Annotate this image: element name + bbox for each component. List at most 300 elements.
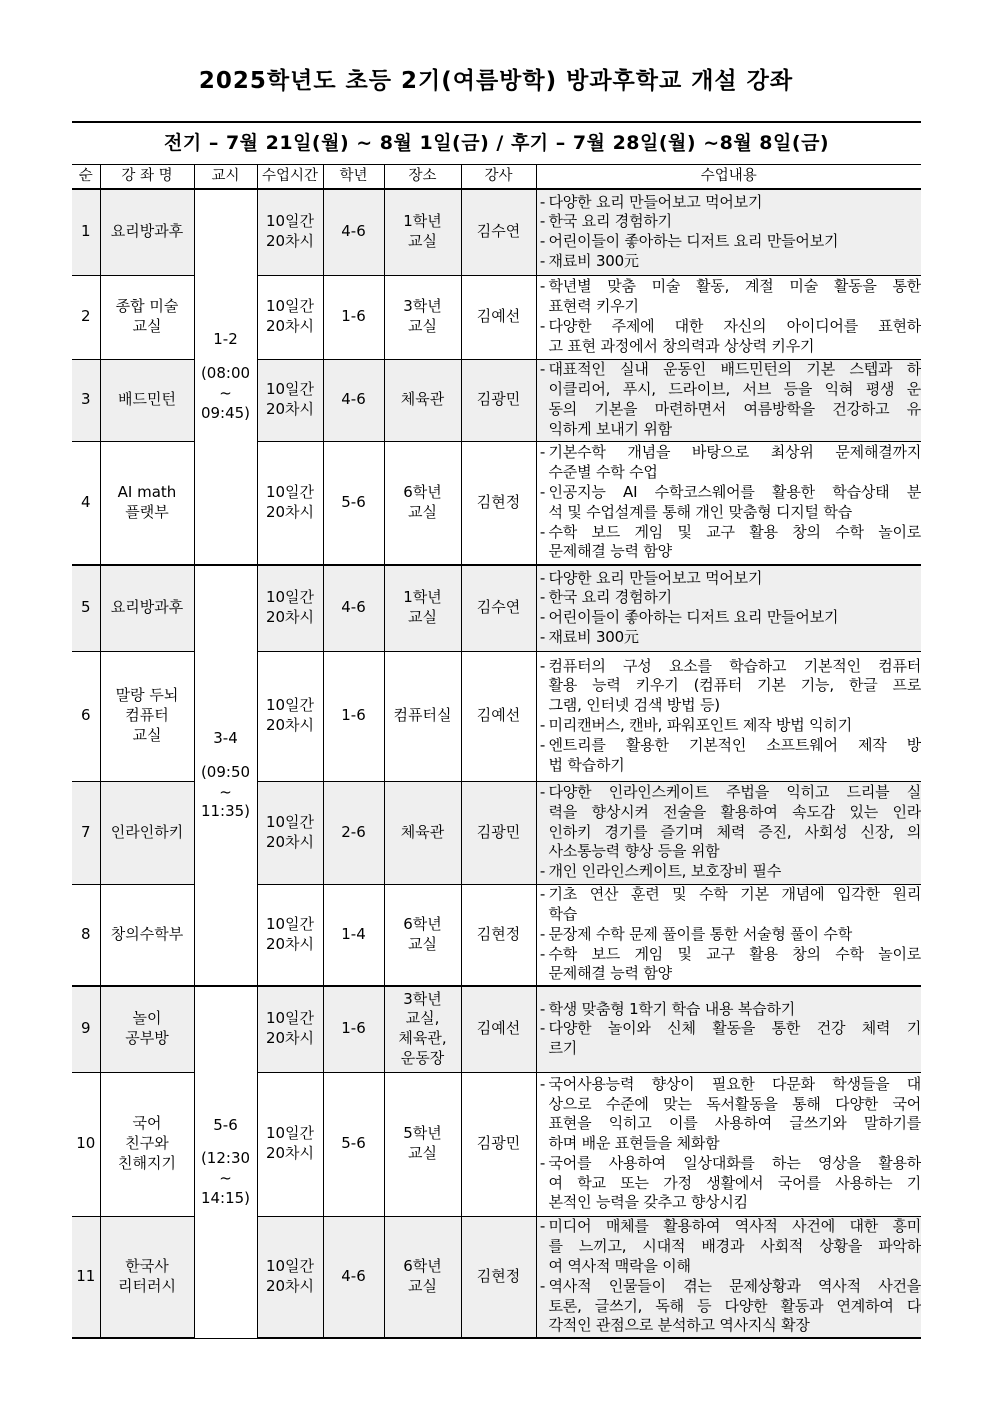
bullet-dash <box>537 1174 549 1194</box>
course-grade: 5-6 <box>323 1072 384 1216</box>
duration-line: 10일간 <box>265 212 315 231</box>
course-name <box>100 1216 194 1338</box>
content-text: 재료비 300元 <box>548 628 639 647</box>
content-line <box>537 1174 922 1194</box>
period-time-start: (08:00 <box>200 364 251 383</box>
bullet-dash: - <box>539 317 546 335</box>
content-line <box>537 1095 922 1115</box>
course-row <box>72 189 921 275</box>
content-text: 여 학교 또는 가정 생활에서 국어를 사용하는 기 <box>548 1173 922 1192</box>
period-cell <box>194 189 257 565</box>
course-name-line: 요리방과후 <box>110 598 184 617</box>
course-number: 8 <box>72 884 100 986</box>
place-line: 5학년 <box>403 1124 442 1143</box>
place-line: 6학년 <box>403 1256 442 1275</box>
course-teacher: 김예선 <box>461 275 536 359</box>
content-text: 한국 요리 경험하기 <box>548 588 672 607</box>
course-name <box>100 884 194 986</box>
content-line <box>537 608 922 628</box>
content-text: 동의 기본을 마련하면서 여름방학을 건강하고 유 <box>548 400 922 418</box>
bullet-dash <box>537 337 549 357</box>
course-name <box>100 986 194 1072</box>
course-grade: 5-6 <box>323 441 384 565</box>
bullet-dash: - <box>539 522 546 541</box>
header-no: 순 <box>72 165 100 190</box>
bullet-dash: - <box>539 783 546 801</box>
content-text: 대표적인 실내 운동인 배드민턴의 기본 스텝과 하 <box>548 360 922 379</box>
content-line <box>537 925 922 945</box>
course-grade: 4-6 <box>323 189 384 275</box>
content-line <box>537 232 922 252</box>
header-course: 강 좌 명 <box>100 165 194 190</box>
content-line <box>537 193 922 213</box>
duration-line: 10일간 <box>265 1256 315 1275</box>
bullet-dash: - <box>539 568 546 587</box>
bullet-dash: - <box>539 588 546 607</box>
place-line: 6학년 <box>403 914 442 933</box>
bullet-dash: - <box>539 1074 546 1093</box>
bullet-dash <box>537 842 549 862</box>
period-time-end: 09:45) <box>200 403 251 422</box>
course-number: 10 <box>72 1072 100 1216</box>
period-time-end: 14:15) <box>200 1189 251 1208</box>
bullet-dash <box>537 803 549 823</box>
bullet-dash: - <box>539 999 546 1018</box>
content-line <box>537 1154 922 1174</box>
bullet-dash: - <box>539 628 546 647</box>
place-line: 교실 <box>408 1144 437 1162</box>
course-content <box>536 275 921 359</box>
content-text: 개인 인라인스케이트, 보호장비 필수 <box>548 862 782 881</box>
content-line <box>537 1114 922 1134</box>
place-line: 교실 <box>408 1276 437 1295</box>
course-name-line: 리터러시 <box>118 1276 176 1295</box>
course-duration <box>257 1216 323 1338</box>
content-text: 다양한 인라인스케이트 주법을 익히고 드리블 실 <box>548 783 922 801</box>
content-line <box>537 1019 922 1039</box>
course-name-line: 교실 <box>132 317 162 335</box>
content-line <box>537 400 922 420</box>
course-name <box>100 1072 194 1216</box>
course-teacher: 김현정 <box>461 1216 536 1338</box>
content-text: 한국 요리 경험하기 <box>548 212 672 231</box>
content-line <box>537 1257 922 1277</box>
bullet-dash <box>537 1193 549 1213</box>
place-line: 체육관 <box>400 390 445 409</box>
content-text: 역사적 인물들이 겪는 문제상황과 역사적 사건을 <box>548 1276 922 1295</box>
course-name <box>100 275 194 359</box>
place-line: 1학년 <box>403 212 442 231</box>
header-grade: 학년 <box>323 165 384 190</box>
content-line <box>537 783 922 803</box>
place-line: 교실 <box>408 232 437 251</box>
bullet-dash <box>537 1095 549 1115</box>
content-text: 수학 보드 게임 및 교구 활용 창의 수학 놀이로 <box>548 522 922 541</box>
bullet-dash: - <box>539 360 546 379</box>
content-line <box>537 657 922 677</box>
course-teacher: 김예선 <box>461 986 536 1072</box>
course-duration <box>257 441 323 565</box>
content-line <box>537 443 922 463</box>
content-line <box>537 542 922 562</box>
content-text: 활용 능력 키우기 (컴퓨터 기본 기능, 한글 프로 <box>548 676 922 695</box>
content-line <box>537 588 922 608</box>
course-number: 9 <box>72 986 100 1072</box>
course-duration <box>257 565 323 651</box>
content-line <box>537 212 922 232</box>
course-name <box>100 651 194 781</box>
page-title: 2025학년도 초등 2기(여름방학) 방과후학교 개설 강좌 <box>198 68 794 94</box>
content-line <box>537 736 922 756</box>
content-text: 기본수학 개념을 바탕으로 최상위 문제해결까지 <box>548 443 922 462</box>
duration-line: 20차시 <box>265 232 315 251</box>
course-place <box>384 359 461 441</box>
content-text: 어린이들이 좋아하는 디저트 요리 만들어보기 <box>548 232 839 251</box>
content-text: 기초 연산 훈련 및 수학 기본 개념에 입각한 원리 <box>548 885 922 904</box>
place-line: 체육관, <box>398 1029 447 1048</box>
content-line <box>537 945 922 965</box>
duration-line: 10일간 <box>265 696 315 715</box>
course-teacher: 김수연 <box>461 565 536 651</box>
course-teacher: 김광민 <box>461 1072 536 1216</box>
content-line <box>537 252 922 272</box>
course-name-line: 친해지기 <box>118 1153 176 1172</box>
course-number: 6 <box>72 651 100 781</box>
place-line: 1학년 <box>403 588 442 607</box>
duration-line: 20차시 <box>265 934 315 953</box>
course-duration <box>257 1072 323 1216</box>
content-text: 각적인 관점으로 분석하고 역사지식 확장 <box>548 1316 810 1335</box>
course-place <box>384 189 461 275</box>
course-grade: 1-6 <box>323 986 384 1072</box>
bullet-dash <box>537 823 549 843</box>
course-duration <box>257 359 323 441</box>
period-time-end: 11:35) <box>200 802 251 821</box>
bullet-dash <box>537 503 549 523</box>
header-duration: 수업시간 <box>257 165 323 190</box>
content-text: 표현을 익히고 이를 사용하여 글쓰기와 말하기를 <box>548 1114 922 1133</box>
course-name <box>100 565 194 651</box>
period-label: 5-6 <box>213 1115 238 1134</box>
period-label: 1-2 <box>213 330 238 349</box>
duration-line: 10일간 <box>265 297 315 316</box>
place-line: 교실, <box>405 1009 440 1028</box>
course-teacher: 김수연 <box>461 189 536 275</box>
content-line <box>537 905 922 925</box>
content-text: 를 느끼고, 시대적 배경과 사회적 상황을 파악하 <box>548 1237 922 1256</box>
content-text: 력을 향상시켜 전술을 활용하여 속도감 있는 인라 <box>548 802 922 821</box>
bullet-dash <box>537 964 549 984</box>
bullet-dash: - <box>539 1217 546 1236</box>
content-text: 다양한 주제에 대한 자신의 아이디어를 표현하 <box>548 317 922 335</box>
duration-line: 10일간 <box>265 914 315 933</box>
duration-line: 20차시 <box>265 1029 315 1048</box>
bullet-dash: - <box>539 1019 546 1038</box>
bullet-dash: - <box>539 924 546 943</box>
place-line: 6학년 <box>403 482 442 501</box>
bullet-dash <box>537 463 549 483</box>
course-name-line: 플랫부 <box>125 502 169 521</box>
bullet-dash <box>537 380 549 400</box>
course-duration <box>257 651 323 781</box>
period-time-tilde: ~ <box>219 782 232 801</box>
course-name-line: 컴퓨터 <box>125 706 169 725</box>
period-cell <box>194 565 257 986</box>
content-line <box>537 628 922 648</box>
period-label: 3-4 <box>213 728 238 747</box>
content-line <box>537 964 922 984</box>
bullet-dash: - <box>539 656 546 675</box>
place-line: 운동장 <box>400 1049 445 1068</box>
content-text: 여 역사적 맥락을 이해 <box>548 1256 691 1275</box>
bullet-dash <box>537 1316 549 1336</box>
content-text: 다양한 놀이와 신체 활동을 통한 건강 체력 기 <box>548 1019 922 1038</box>
period-time-start: (12:30 <box>200 1149 251 1168</box>
course-content <box>536 986 921 1072</box>
course-name-line: 요리방과후 <box>110 222 184 241</box>
course-row <box>72 986 921 1072</box>
header-place: 장소 <box>384 165 461 190</box>
content-text: 표현력 키우기 <box>548 297 639 316</box>
duration-line: 20차시 <box>265 716 315 734</box>
course-place <box>384 1072 461 1216</box>
course-name-line: AI math <box>117 482 177 501</box>
content-line <box>537 756 922 776</box>
course-place <box>384 781 461 884</box>
course-number: 1 <box>72 189 100 275</box>
content-text: 사소통능력 향상 등을 위함 <box>548 842 720 861</box>
bullet-dash: - <box>539 862 546 881</box>
content-line <box>537 1000 922 1020</box>
course-number: 3 <box>72 359 100 441</box>
bullet-dash <box>537 1237 549 1257</box>
content-text: 하며 배운 표현들을 체화함 <box>548 1134 720 1153</box>
duration-line: 10일간 <box>265 380 315 399</box>
course-name-line: 공부방 <box>125 1029 169 1048</box>
content-line <box>537 1297 922 1317</box>
content-text: 어린이들이 좋아하는 디저트 요리 만들어보기 <box>548 608 839 627</box>
content-text: 본적인 능력을 갖추고 향상시킴 <box>548 1193 748 1212</box>
period-cell <box>194 986 257 1338</box>
content-text: 엔트리를 활용한 기본적인 소프트웨어 제작 방 <box>548 735 922 754</box>
bullet-dash: - <box>539 252 546 271</box>
content-text: 국어사용능력 향상이 필요한 다문화 학생들을 대 <box>548 1074 922 1093</box>
content-line <box>537 523 922 543</box>
place-line: 교실 <box>408 317 437 335</box>
content-text: 국어를 사용하여 일상대화를 하는 영상을 활용하 <box>548 1153 922 1172</box>
course-place <box>384 441 461 565</box>
course-teacher: 김광민 <box>461 781 536 884</box>
bullet-dash <box>537 1257 549 1277</box>
duration-line: 20차시 <box>265 1144 315 1162</box>
content-line <box>537 569 922 589</box>
course-grade: 1-4 <box>323 884 384 986</box>
course-name-line: 말랑 두뇌 <box>115 686 179 705</box>
content-line <box>537 420 922 440</box>
content-line <box>537 483 922 503</box>
course-name <box>100 189 194 275</box>
bullet-dash <box>537 1039 549 1059</box>
duration-line: 10일간 <box>265 1124 315 1143</box>
bullet-dash <box>537 420 549 440</box>
course-name-line: 놀이 <box>132 1009 162 1028</box>
course-teacher: 김현정 <box>461 884 536 986</box>
course-name-line: 교실 <box>132 725 162 744</box>
course-grade: 4-6 <box>323 359 384 441</box>
content-line <box>537 803 922 823</box>
course-content <box>536 441 921 565</box>
bullet-dash <box>537 1134 549 1154</box>
course-name <box>100 781 194 884</box>
header-content: 수업내용 <box>536 165 921 190</box>
duration-line: 20차시 <box>265 317 315 335</box>
bullet-dash <box>537 1114 549 1134</box>
content-line <box>537 1316 922 1336</box>
bullet-dash: - <box>539 944 546 963</box>
course-number: 7 <box>72 781 100 884</box>
content-text: 미리캔버스, 캔바, 파워포인트 제작 방법 익히기 <box>548 716 852 734</box>
course-teacher: 김광민 <box>461 359 536 441</box>
course-number: 5 <box>72 565 100 651</box>
header-period: 교시 <box>194 165 257 190</box>
course-duration <box>257 189 323 275</box>
bullet-dash: - <box>539 735 546 754</box>
bullet-dash <box>537 1297 549 1317</box>
bullet-dash: - <box>539 885 546 904</box>
period-time-tilde: ~ <box>219 384 232 402</box>
course-content <box>536 1216 921 1338</box>
course-teacher: 김현정 <box>461 441 536 565</box>
duration-line: 10일간 <box>265 1009 315 1028</box>
content-line <box>537 337 922 357</box>
content-line <box>537 1075 922 1095</box>
place-line: 체육관 <box>400 822 445 841</box>
content-text: 학습 <box>548 905 578 924</box>
course-duration <box>257 275 323 359</box>
course-content <box>536 781 921 884</box>
bullet-dash: - <box>539 192 546 211</box>
course-grade: 4-6 <box>323 1216 384 1338</box>
duration-line: 20차시 <box>265 1276 315 1295</box>
course-place <box>384 986 461 1072</box>
duration-line: 20차시 <box>265 832 315 851</box>
content-text: 인공지능 AI 수학코스웨어를 활용한 학습상태 분 <box>548 482 922 501</box>
bullet-dash: - <box>539 212 546 231</box>
content-text: 그램, 인터넷 검색 방법 등) <box>548 696 720 715</box>
course-table <box>72 121 921 1339</box>
bullet-dash <box>537 905 549 925</box>
course-name-line: 친구와 <box>125 1134 169 1153</box>
course-teacher: 김예선 <box>461 651 536 781</box>
course-name-line: 종합 미술 <box>115 297 179 316</box>
content-text: 미디어 매체를 활용하여 역사적 사건에 대한 흥미 <box>548 1217 922 1236</box>
course-content <box>536 565 921 651</box>
course-name <box>100 441 194 565</box>
content-text: 문제해결 능력 함양 <box>548 542 672 561</box>
content-text: 다양한 요리 만들어보고 먹어보기 <box>548 192 763 211</box>
course-place <box>384 275 461 359</box>
course-name-line: 한국사 <box>125 1256 169 1275</box>
header-teacher: 강사 <box>461 165 536 190</box>
content-text: 문장제 수학 문제 풀이를 통한 서술형 풀이 수학 <box>548 924 852 943</box>
bullet-dash <box>537 676 549 696</box>
content-line <box>537 1277 922 1297</box>
duration-line: 10일간 <box>265 588 315 607</box>
content-text: 재료비 300元 <box>548 252 639 271</box>
content-text: 이클리어, 푸시, 드라이브, 서브 등을 익혀 평생 운 <box>548 380 922 399</box>
content-line <box>537 463 922 483</box>
duration-line: 10일간 <box>265 812 315 831</box>
place-line: 교실 <box>408 502 437 521</box>
content-line <box>537 842 922 862</box>
content-text: 학년별 맞춤 미술 활동, 계절 미술 활동을 통한 <box>548 277 922 296</box>
content-text: 학생 맞춤형 1학기 학습 내용 복습하기 <box>548 999 796 1018</box>
bullet-dash <box>537 756 549 776</box>
content-text: 법 학습하기 <box>548 755 625 774</box>
course-name-line: 창의수학부 <box>110 924 184 943</box>
course-row <box>72 565 921 651</box>
period-spacer <box>195 1135 257 1149</box>
course-grade: 2-6 <box>323 781 384 884</box>
content-text: 문제해결 능력 함양 <box>548 964 672 983</box>
period-time-start: (09:50 <box>200 762 251 781</box>
content-text: 수준별 수학 수업 <box>548 463 658 482</box>
course-number: 4 <box>72 441 100 565</box>
bullet-dash: - <box>539 443 546 462</box>
place-line: 3학년 <box>403 297 442 316</box>
bullet-dash: - <box>539 1276 546 1295</box>
content-line <box>537 360 922 380</box>
course-place <box>384 565 461 651</box>
course-duration <box>257 781 323 884</box>
course-duration <box>257 884 323 986</box>
place-line: 교실 <box>408 608 437 627</box>
content-line <box>537 862 922 882</box>
content-line <box>537 503 922 523</box>
content-text: 석 및 수업설계를 통해 개인 맞춤형 디지털 학습 <box>548 502 852 521</box>
bullet-dash: - <box>539 716 546 734</box>
place-line: 컴퓨터실 <box>393 706 452 725</box>
content-text: 르기 <box>548 1039 578 1058</box>
course-content <box>536 189 921 275</box>
content-text: 고 표현 과정에서 창의력과 상상력 키우기 <box>548 336 815 355</box>
bullet-dash <box>537 297 549 317</box>
course-name-line: 배드민턴 <box>118 390 176 409</box>
content-text: 익하게 보내기 위함 <box>548 419 672 438</box>
course-place <box>384 1216 461 1338</box>
content-line <box>537 716 922 736</box>
bullet-dash: - <box>539 232 546 251</box>
content-line <box>537 696 922 716</box>
content-text: 상으로 수준에 맞는 독서활동을 통해 다양한 국어 <box>548 1094 922 1113</box>
bullet-dash: - <box>539 1153 546 1172</box>
content-text: 토론, 글쓰기, 독해 등 다양한 활동과 연계하여 다 <box>548 1296 922 1315</box>
content-line <box>537 277 922 297</box>
bullet-dash: - <box>539 608 546 627</box>
period-time-tilde: ~ <box>219 1169 232 1188</box>
content-line <box>537 1193 922 1213</box>
content-line <box>537 885 922 905</box>
course-number: 11 <box>72 1216 100 1338</box>
content-text: 다양한 요리 만들어보고 먹어보기 <box>548 568 763 587</box>
duration-line: 20차시 <box>265 502 315 521</box>
bullet-dash <box>537 696 549 716</box>
bullet-dash <box>537 542 549 562</box>
content-line <box>537 1134 922 1154</box>
content-line <box>537 297 922 317</box>
course-grade: 4-6 <box>323 565 384 651</box>
course-place <box>384 651 461 781</box>
